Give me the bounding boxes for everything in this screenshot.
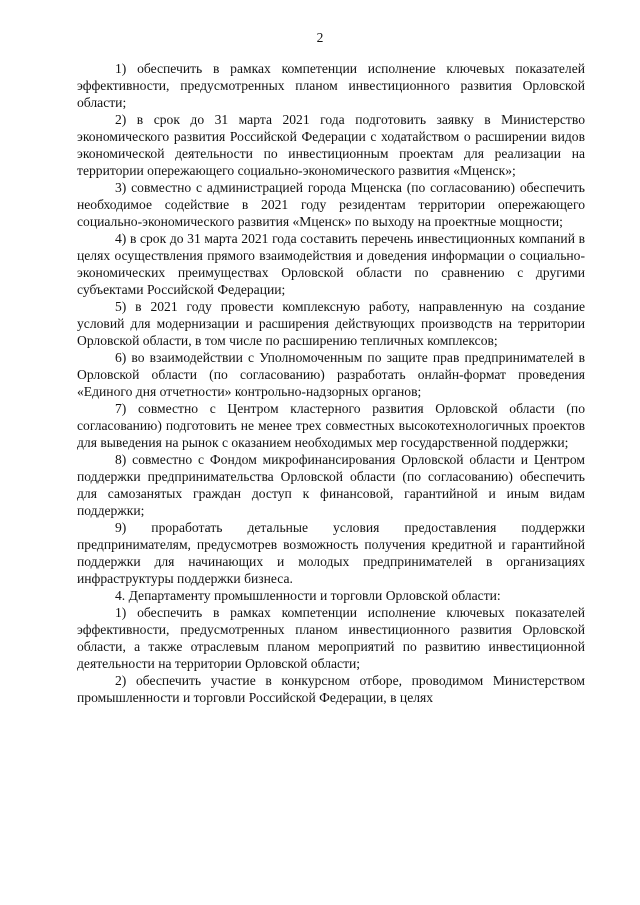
paragraph-3-1: 1) обеспечить в рамках компетенции исполнение ключевых показателей эффективности, предусмотренных планом инвестиционного развития Орловской области; [77,61,585,110]
document-body [77,60,585,706]
paragraph-3-9: 9) проработать детальные условия предоставления поддержки предпринимателям, предусмотрев возможность получения кредитной и гарантийной поддержки для начинающих и молодых предпринимателей в организациях инфраструктуры поддержки бизнеса. [77,520,585,586]
paragraph-4-2: 2) обеспечить участие в конкурсном отборе, проводимом Министерством промышленности и торговли Российской Федерации, в целях [77,673,585,705]
page-number: 2 [316,30,324,45]
paragraph-4-1: 1) обеспечить в рамках компетенции исполнение ключевых показателей эффективности, предусмотренных планом инвестиционного развития Орловской области, а также отраслевым планом мероприятий по развитию инвестиционной деятельности на территории Орловской области; [77,605,585,671]
paragraph-3-2: 2) в срок до 31 марта 2021 года подготовить заявку в Министерство экономического развития Российской Федерации с ходатайством о расширении видов экономической деятельности по инвестиционным проектам для реализации на территории опережающего социально-экономического развития «Мценск»; [77,112,585,178]
paragraph-3-7: 7) совместно с Центром кластерного развития Орловской области (по согласованию) подготовить не менее трех совместных высокотехнологичных проектов для выведения на рынок с оказанием необходимых мер государственной поддержки; [77,401,585,450]
paragraph-3-6: 6) во взаимодействии с Уполномоченным по защите прав предпринимателей в Орловской области (по согласованию) разработать онлайн-формат проведения «Единого дня отчетности» контрольно-надзорных органов; [77,350,585,399]
paragraph-3-3: 3) совместно с администрацией города Мценска (по согласованию) обеспечить необходимое содействие в 2021 году резидентам территории опережающего социально-экономического развития «Мценск» по выходу на проектные мощности; [77,180,585,229]
paragraph-3-8: 8) совместно с Фондом микрофинансирования Орловской области и Центром поддержки предпринимательства Орловской области (по согласованию) обеспечить для самозанятых граждан доступ к финансовой, гарантийной и иным видам поддержки; [77,452,585,518]
section-heading-4: 4. Департаменту промышленности и торговли Орловской области: [115,588,501,603]
paragraph-3-5: 5) в 2021 году провести комплексную работу, направленную на создание условий для модернизации и расширения действующих производств на территории Орловской области, в том числе по расширению тепличных комплексов; [77,299,585,348]
paragraph-3-4: 4) в срок до 31 марта 2021 года составить перечень инвестиционных компаний в целях осуществления прямого взаимодействия и доведения информации о социально-экономических преимуществах Орловской области по сравнению с другими субъектами Российской Федерации; [77,231,585,297]
